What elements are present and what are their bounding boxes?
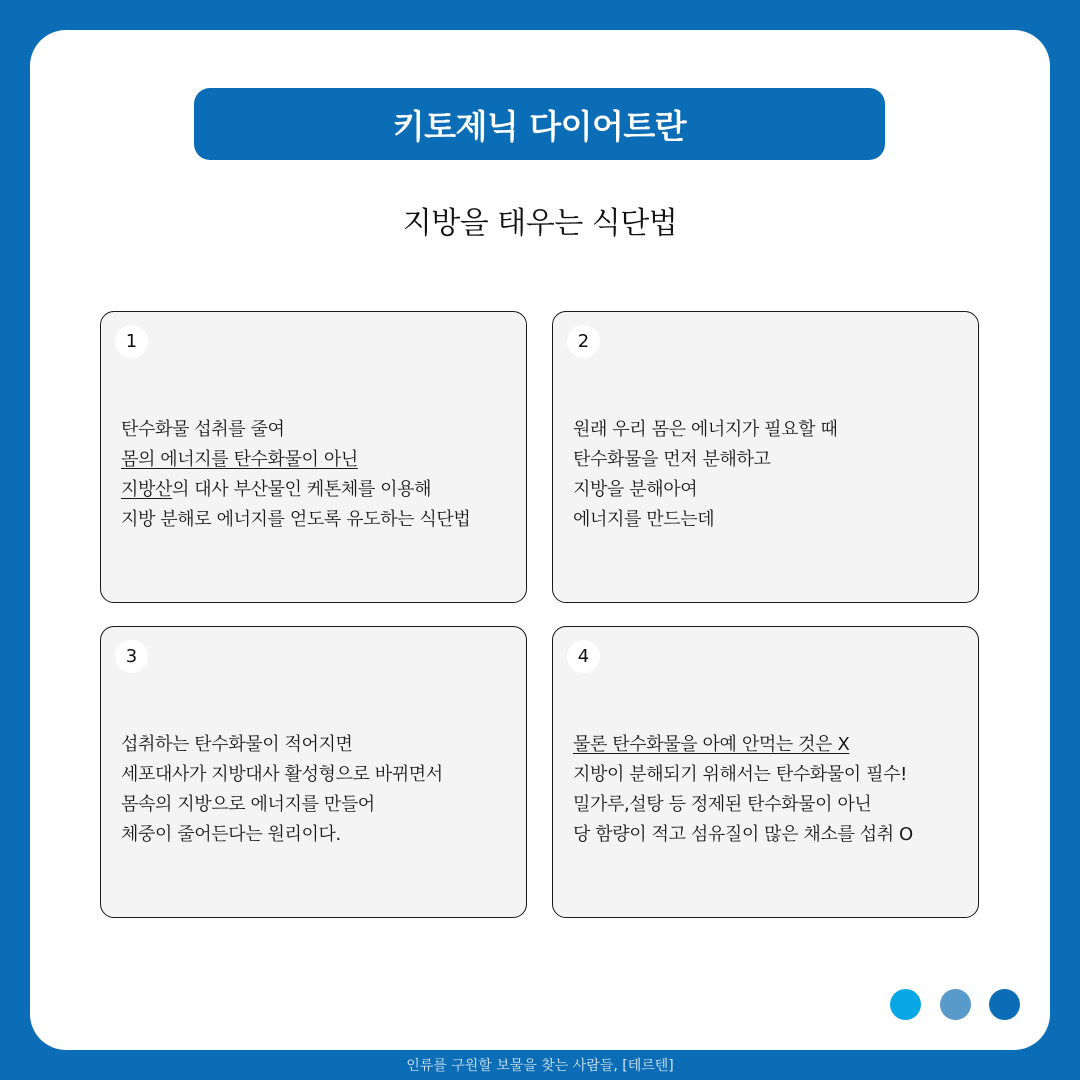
text-line: 탄수화물을 먼저 분해하고 xyxy=(573,449,771,470)
text-line: 지방 분해로 에너지를 얻도록 유도하는 식단법 xyxy=(121,509,471,530)
page-subtitle: 지방을 태우는 식단법 xyxy=(402,206,678,241)
box-text xyxy=(573,415,966,535)
text-line: 탄수화물 섭취를 줄여 xyxy=(121,419,285,440)
footer-caption: 인류를 구원할 보물을 찾는 사람들, [테르텐] xyxy=(406,1058,674,1074)
text-line: 에너지를 만드는데 xyxy=(573,509,715,530)
box-number-badge: 1 xyxy=(115,325,148,358)
box-number-badge: 4 xyxy=(567,640,600,673)
text-line xyxy=(121,475,514,505)
text-line-underlined: 몸의 에너지를 탄수화물이 아닌 xyxy=(121,449,358,470)
text-line: 밀가루,설탕 등 정제된 탄수화물이 아닌 xyxy=(573,794,872,815)
text-line: 몸속의 지방으로 에너지를 만들어 xyxy=(121,794,375,815)
box-text xyxy=(121,415,514,535)
info-box-4 xyxy=(552,626,979,918)
content-card xyxy=(30,30,1050,1050)
info-box-1 xyxy=(100,311,527,603)
box-number-badge: 3 xyxy=(115,640,148,673)
text-line: 세포대사가 지방대사 활성형으로 바뀌면서 xyxy=(121,764,443,785)
text-line: 원래 우리 몸은 에너지가 필요할 때 xyxy=(573,419,838,440)
box-text xyxy=(573,730,966,850)
underlined-term: 지방산 xyxy=(121,479,172,500)
box-number-badge: 2 xyxy=(567,325,600,358)
text-line: 체중이 줄어든다는 원리이다. xyxy=(121,824,341,845)
pager-dot-2[interactable] xyxy=(940,989,971,1020)
text-line-rest: 의 대사 부산물인 케톤체를 이용해 xyxy=(171,479,432,500)
text-line: 지방을 분해아여 xyxy=(573,479,698,500)
text-line: 섭취하는 탄수화물이 적어지면 xyxy=(121,734,353,755)
info-box-2 xyxy=(552,311,979,603)
pager-dot-3[interactable] xyxy=(989,989,1020,1020)
text-line: 지방이 분해되기 위해서는 탄수화물이 필수! xyxy=(573,764,907,785)
page-title: 키토제닉 다이어트란 xyxy=(392,106,687,146)
box-text xyxy=(121,730,514,850)
text-line-underlined: 물론 탄수화물을 아예 안먹는 것은 X xyxy=(573,734,850,755)
info-box-3 xyxy=(100,626,527,918)
pager-dot-1[interactable] xyxy=(890,989,921,1020)
title-banner xyxy=(194,88,885,160)
text-line: 당 함량이 적고 섬유질이 많은 채소를 섭취 O xyxy=(573,824,913,845)
